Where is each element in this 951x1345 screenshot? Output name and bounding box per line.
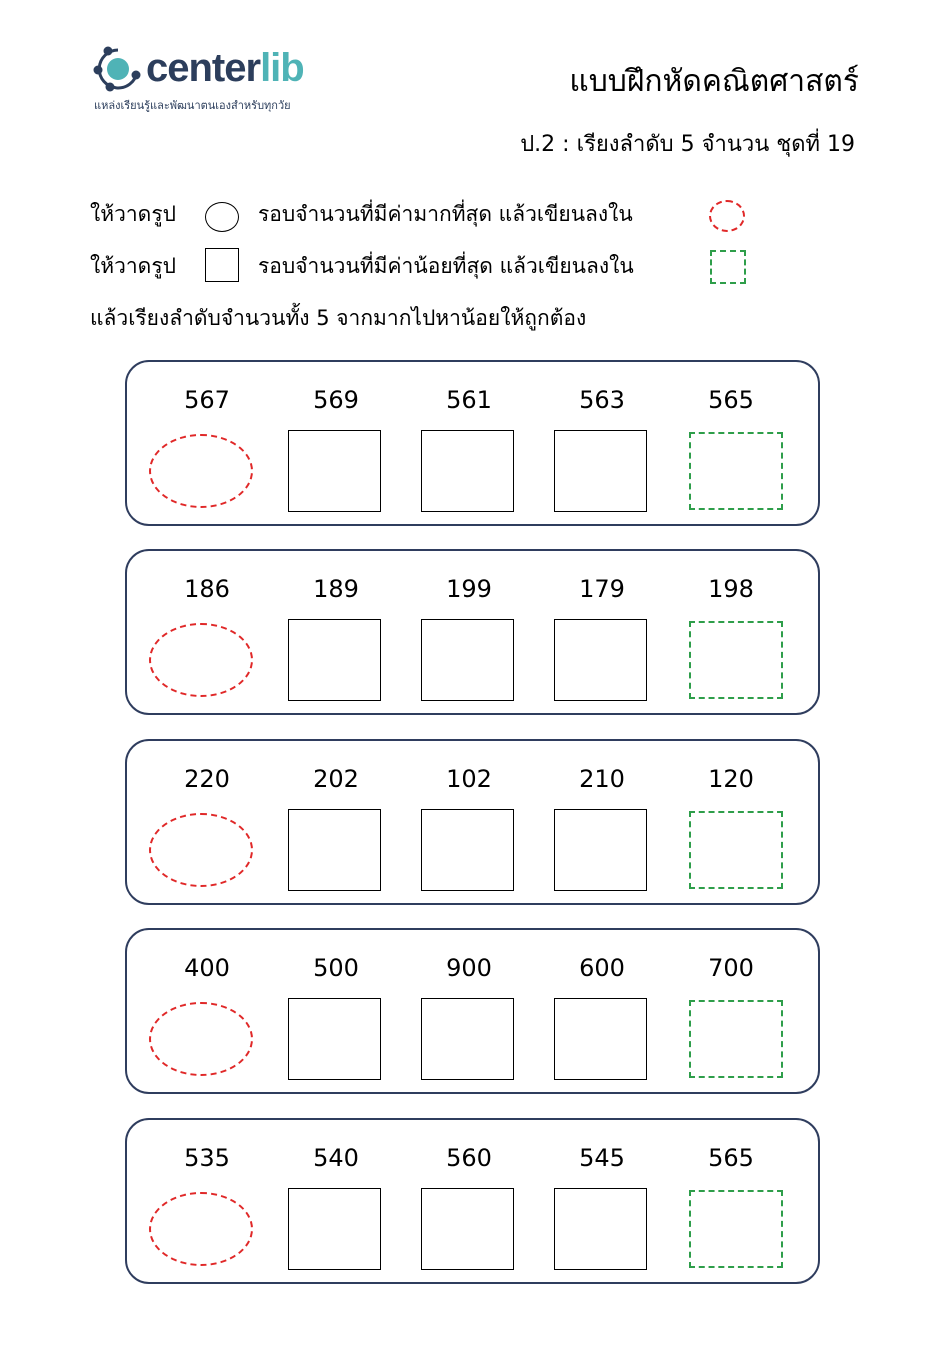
instruction-row-max <box>90 198 176 231</box>
number-label: 900 <box>446 954 492 982</box>
number-label: 186 <box>184 575 230 603</box>
number-label: 102 <box>446 765 492 793</box>
answer-box[interactable] <box>554 998 647 1080</box>
molecule-logo-icon <box>92 42 144 94</box>
answer-box[interactable] <box>288 619 381 701</box>
number-label: 535 <box>184 1144 230 1172</box>
instruction-prefix: ให้วาดรูป <box>90 202 176 226</box>
answer-box[interactable] <box>554 1188 647 1270</box>
problem-panel-5 <box>125 1118 820 1284</box>
number-label: 120 <box>708 765 754 793</box>
number-label: 199 <box>446 575 492 603</box>
square-shape-icon <box>205 248 239 282</box>
answer-box[interactable] <box>288 430 381 512</box>
answer-box[interactable] <box>554 809 647 891</box>
number-label: 565 <box>708 386 754 414</box>
number-label: 189 <box>313 575 359 603</box>
circle-shape-icon <box>205 202 239 232</box>
green-dashed-square-icon <box>710 250 746 284</box>
problem-panel-3 <box>125 739 820 905</box>
number-label: 561 <box>446 386 492 414</box>
number-label: 198 <box>708 575 754 603</box>
min-answer-box[interactable] <box>689 1190 783 1268</box>
number-label: 545 <box>579 1144 625 1172</box>
number-label: 400 <box>184 954 230 982</box>
max-answer-oval[interactable] <box>149 1002 253 1076</box>
number-label: 179 <box>579 575 625 603</box>
number-label: 563 <box>579 386 625 414</box>
logo-wordmark: centerlib <box>146 46 304 90</box>
min-answer-box[interactable] <box>689 1000 783 1078</box>
max-answer-oval[interactable] <box>149 1192 253 1266</box>
number-label: 565 <box>708 1144 754 1172</box>
answer-box[interactable] <box>554 430 647 512</box>
answer-box[interactable] <box>421 619 514 701</box>
answer-box[interactable] <box>288 809 381 891</box>
instruction-suffix-min: รอบจำนวนที่มีค่าน้อยที่สุด แล้วเขียนลงใน <box>258 254 634 278</box>
problem-panel-2 <box>125 549 820 715</box>
instruction-row-order: แล้วเรียงลำดับจำนวนทั้ง 5 จากมากไปหาน้อยให้ถูกต้อง <box>90 306 587 330</box>
number-label: 202 <box>313 765 359 793</box>
answer-box[interactable] <box>554 619 647 701</box>
number-label: 700 <box>708 954 754 982</box>
answer-box[interactable] <box>421 809 514 891</box>
page-title: แบบฝึกหัดคณิตศาสตร์ <box>569 64 859 99</box>
instruction-prefix: ให้วาดรูป <box>90 254 176 278</box>
answer-box[interactable] <box>288 998 381 1080</box>
max-answer-oval[interactable] <box>149 813 253 887</box>
answer-box[interactable] <box>421 1188 514 1270</box>
instruction-suffix-max: รอบจำนวนที่มีค่ามากที่สุด แล้วเขียนลงใน <box>258 202 633 226</box>
max-answer-oval[interactable] <box>149 623 253 697</box>
number-label: 569 <box>313 386 359 414</box>
answer-box[interactable] <box>421 430 514 512</box>
problem-panel-4 <box>125 928 820 1094</box>
answer-box[interactable] <box>288 1188 381 1270</box>
problem-panel-1 <box>125 360 820 526</box>
answer-box[interactable] <box>421 998 514 1080</box>
min-answer-box[interactable] <box>689 621 783 699</box>
number-label: 540 <box>313 1144 359 1172</box>
number-label: 567 <box>184 386 230 414</box>
red-dashed-circle-icon <box>709 200 745 232</box>
instruction-row-min <box>90 250 176 283</box>
page-subtitle: ป.2 : เรียงลำดับ 5 จำนวน ชุดที่ 19 <box>520 132 855 157</box>
min-answer-box[interactable] <box>689 811 783 889</box>
number-label: 500 <box>313 954 359 982</box>
centerlib-logo <box>92 40 352 120</box>
number-label: 210 <box>579 765 625 793</box>
max-answer-oval[interactable] <box>149 434 253 508</box>
number-label: 600 <box>579 954 625 982</box>
min-answer-box[interactable] <box>689 432 783 510</box>
number-label: 220 <box>184 765 230 793</box>
number-label: 560 <box>446 1144 492 1172</box>
logo-tagline: แหล่งเรียนรู้และพัฒนาตนเองสำหรับทุกวัย <box>94 99 291 112</box>
